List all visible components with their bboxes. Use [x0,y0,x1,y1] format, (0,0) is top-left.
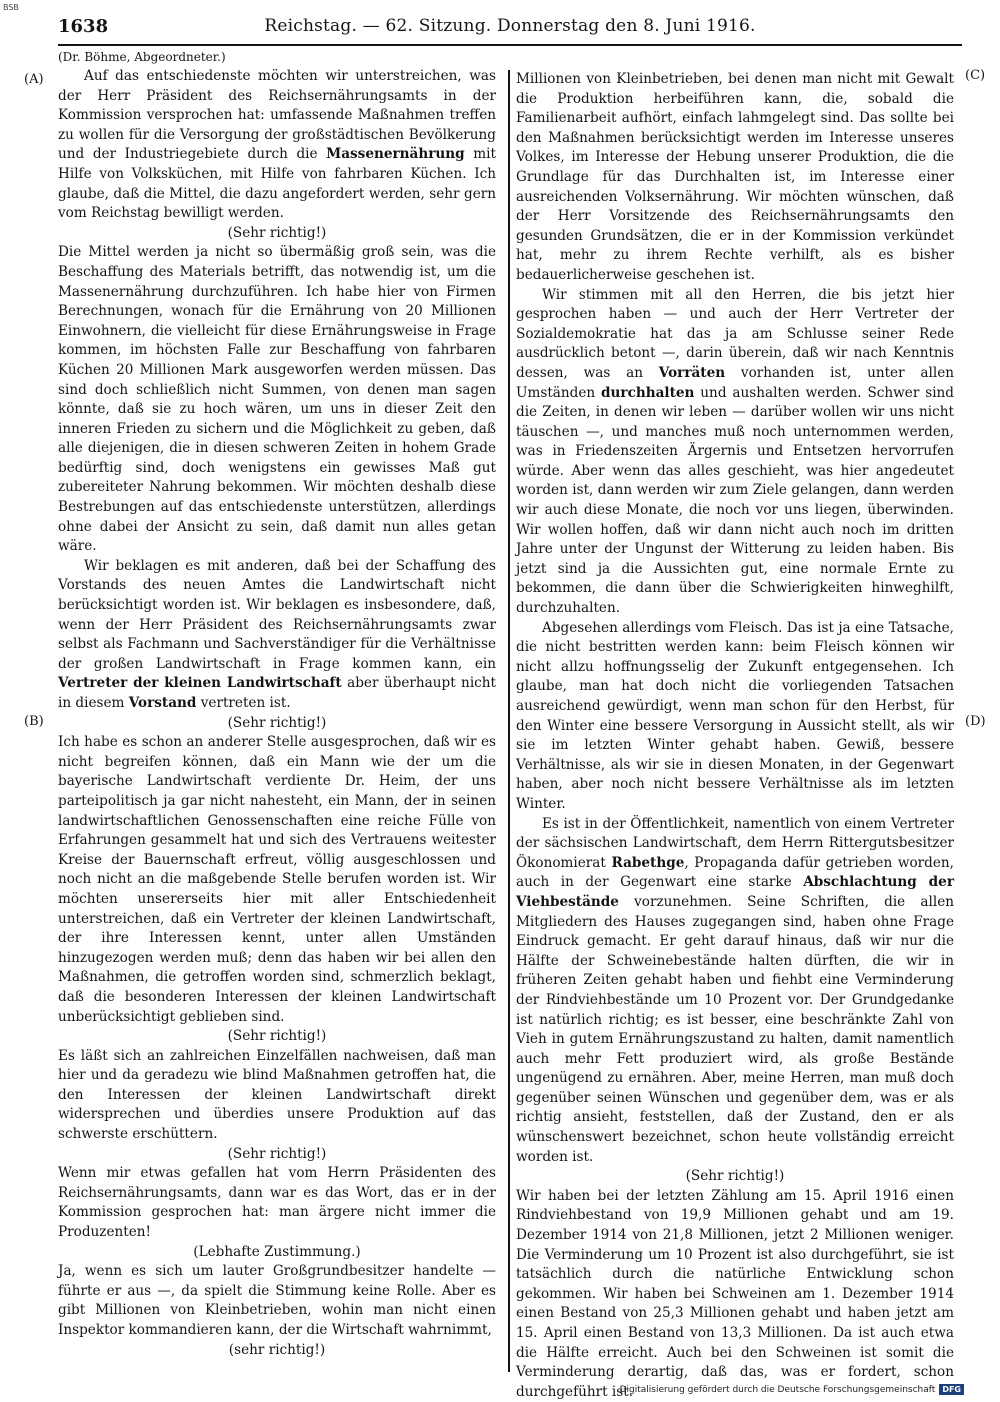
paragraph: Wenn mir etwas gefallen hat vom Herrn Präsidenten des Reichsernährungsamts, dann war es das Wort, das er in der Kommission gesprochen hat: man ärgere nicht immer die Produzenten! [58,1165,496,1241]
paragraph: Millionen von Kleinbetrieben, bei denen man nicht mit Gewalt die Produktion herbeiführen kann, die, sobald die Familienarbeit aufhört, einfach lahmgelegt sind. Das sollte bei den Maßnahmen berücksichtigt werden im Interesse unseres Volkes, im Interesse der Hebung unserer Produktion, die die Grundlage für das Durchhalten ist, im Interesse einer ausreichenden Volksernährung. Wir möchten wünschen, daß der Herr Vorsitzende des Reichsernährungsamts den gesunden Grundsätzen, die er in der Kommission verkündet hat, mehr zu ihrem Rechte verhilft, als es bisher bedauerlicherweise geschehen ist. [516,71,954,283]
watermark: BSB [3,3,19,12]
left-column [58,48,496,1360]
interjection: (Sehr richtig!) [227,1028,327,1045]
margin-marker-c: (C) [965,68,986,83]
paragraph: Abgesehen allerdings vom Fleisch. Das ist ja eine Tatsache, die nicht bestritten werden kann: beim Fleisch können wir nicht allzu hoffnungsselig der Zukunft entgegensehen. Ich glaube, man hat doch nicht die vorliegenden Tatsachen ausreichend gewürdigt, wenn man schon für den Herbst, für den Winter eine bessere Versorgung in Aussicht stellt, als wir sie im letzten Winter gehabt haben. Gewiß, bessere Verhältnisse, als wir sie in diesen Monaten, in der Gegenwart haben, aber noch nicht bessere Verhältnisse als im letzten Winter. [516,619,954,812]
interjection: (sehr richtig!) [228,1341,326,1358]
margin-marker-b: (B) [24,714,44,729]
emphasis: Massenernährung [326,146,465,163]
interjection: (Sehr richtig!) [227,1145,327,1162]
page-number: 1638 [58,16,109,37]
emphasis: Abschlachtung der Viehbestände [516,874,954,910]
paragraph: Wir haben bei der letzten Zählung am 15. April 1916 einen Rindviehbestand von 19,9 Millionen gehabt und am 19. Dezember 1914 von 21,8 Millionen, jetzt 2 Millionen weniger. Die Verminderung um 10 Prozent ist also durchgeführt, sie ist tatsächlich durch die natürliche Entwicklung schon gekommen. Wir haben bei Schweinen am 1. Dezember 1914 einen Bestand von 25,3 Millionen gehabt und haben jetzt am 15. April einen Bestand von 13,3 Millionen. Da ist auch etwa die Hälfte erreicht. Auch bei den Schweinen ist somit die Verminderung derartig, daß das, was er fordert, schon durchgeführt ist. [516,1187,954,1400]
emphasis: Rabethge [611,854,685,871]
interjection: (Sehr richtig!) [685,1168,785,1185]
margin-marker-d: (D) [965,714,986,729]
dfg-logo-icon: DFG [939,1384,964,1395]
page-title: Reichstag. — 62. Sitzung. Donnerstag den 8. Juni 1916. [264,16,756,36]
paragraph: Wir stimmen mit all den Herren, die bis jetzt hier gesprochen haben — und auch der Herr Vertreter der Sozialdemokratie hat das ja am Schlusse seiner Rede ausdrücklich betont —, darin überein, daß wir nach Kenntnis dessen, was an Vorräten vorhanden ist, unter allen Umständen durchhalten und aushalten werden. Schwer sind die Zeiten, in denen wir leben — darüber wollen wir uns nicht täuschen —, und manches muß noch unternommen werden, was in Friedenszeiten Ärgernis und Entsetzen hervorrufen würde. Aber wenn das alles geschieht, was hier angedeutet worden ist, dann werden wir zum Ziele gelangen, dann werden wir auch diese Monate, die noch vor uns liegen, überwinden. Wir wollen hoffen, daß wir dann nicht auch noch im dritten Jahre unter der Ungunst der Witterung zu leiden haben. Bis jetzt sind ja die Aussichten gut, eine normale Ernte zu bekommen, die dann über die Schwierigkeiten hinweghilft, durchzuhalten. [516,286,954,617]
paragraph: Die Mittel werden ja nicht so übermäßig groß sein, was die Beschaffung des Materials betrifft, das notwendig ist, um die Massenernährung durchzuführen. Ich habe hier von Firmen Berechnungen, wonach für die Ernährung von 20 Millionen Einwohnern, die vielleicht für diese Ernährungsweise in Frage kommen, im höchsten Falle zur Beschaffung von fahrbaren Küchen 20 Millionen Mark ausgeworfen werden müssen. Das sind doch schließlich nicht Summen, von denen man sagen könnte, daß sie zu hoch wären, um uns in dieser Zeit den inneren Frieden zu sichern und die Möglichkeit zu geben, daß alle diejenigen, die in diesen schweren Zeiten in hohem Grade bedürftig sind, doch wenigstens ein gewisses Maß gut zubereiteter Nahrung bekommen. Wir möchten deshalb diese Bestrebungen auf das entschiedenste unterstützen, allerdings ohne dabei der Ansicht zu sein, daß damit nun alles getan wäre. [58,244,496,555]
emphasis: durchhalten [601,384,695,401]
speaker-label: (Dr. Böhme, Abgeordneter.) [58,50,226,64]
footer-text: Digitalisierung gefördert durch die Deutsche Forschungsgemeinschaft [619,1384,936,1395]
footer-credit [620,1384,964,1395]
interjection: (Sehr richtig!) [227,224,327,241]
paragraph: Ja, wenn es sich um lauter Großgrundbesitzer handelte — führte er aus —, da spielt die Stimmung keine Rolle. Aber es gibt Millionen von Kleinbetrieben, wohin man nicht einen Inspektor kommandieren kann, der die Wirtschaft wahrnimmt, [58,1263,496,1338]
emphasis: Vorräten [658,364,726,381]
interjection: (Sehr richtig!) [227,714,327,731]
paragraph: Wir beklagen es mit anderen, daß bei der Schaffung des Vorstands des neuen Amtes die Landwirtschaft nicht berücksichtigt worden ist. Wir beklagen es insbesondere, daß, wenn der Herr Präsident des Reichsernährungsamts zwar selbst als Fachmann und Sachverständiger für die Verhältnisse der großen Landwirtschaft in Frage kommen kann, ein Vertreter der kleinen Landwirtschaft aber überhaupt nicht in diesem Vorstand vertreten ist. [58,557,496,711]
margin-marker-a: (A) [24,72,44,87]
paragraph: Auf das entschiedenste möchten wir unterstreichen, was der Herr Präsident des Reichsernährungsamts in der Kommission versprochen hat: umfassende Maßnahmen treffen zu wollen für die Versorgung der großstädtischen Bevölkerung und der Industriegebiete durch die Massenernährung mit Hilfe von Volksküchen, mit Hilfe von fahrbaren Küchen. Ich glaube, daß die Mittel, die dazu angefordert werden, sehr gern vom Reichstag bewilligt werden. [58,68,496,222]
column-divider [508,70,510,1372]
right-column [516,70,954,1402]
paragraph: Ich habe es schon an anderer Stelle ausgesprochen, daß wir es nicht begreifen können, daß ein Mann wie der um die bayerische Landwirtschaft verdiente Dr. Heim, der uns parteipolitisch ja gar nicht nahesteht, ein Mann, der in seinen landwirtschaftlichen Genossenschaften eine reiche Fülle von Erfahrungen gesammelt hat und sich des Vertrauens weitester Kreise der Bauernschaft erfreut, völlig ausgeschlossen und noch nicht an die maßgebende Stelle berufen worden ist. Wir möchten unsererseits hier mit aller Entschiedenheit unterstreichen, daß ein Vertreter der kleinen Landwirtschaft, der ihre Interessen kennt, unter allen Umständen hinzugezogen werden muß; denn das haben wir bei allen den Maßnahmen, die getroffen worden sind, schmerzlich beklagt, daß die besonderen Interessen der kleinen Landwirtschaft unberücksichtigt geblieben sind. [58,734,496,1025]
interjection: (Lebhafte Zustimmung.) [193,1243,361,1260]
paragraph: Es ist in der Öffentlichkeit, namentlich von einem Vertreter der sächsischen Landwirtschaft, dem Herrn Rittergutsbesitzer Ökonomierat Rabethge, Propaganda dafür getrieben worden, auch in der Gegenwart eine starke Abschlachtung der Viehbestände vorzunehmen. Seine Schriften, die allen Mitgliedern des Hauses zugegangen sind, haben ohne Frage Eindruck gemacht. Er geht darauf hinaus, daß wir nur die Hälfte der Schweinebestände halten dürften, die wir in früheren Zeiten gehabt haben und fiehbt eine Verminderung der Rindviehbestände um 10 Prozent vor. Der Grundgedanke ist natürlich richtig; es ist besser, eine beschränkte Zahl von Vieh in gutem Ernährungszustand zu halten, damit namentlich auch mehr Fett produziert wird, als große Bestände ungenügend zu ernähren. Aber, meine Herren, man muß doch gegenüber seinen Wünschen und gegenüber dem, was er als richtig ansieht, feststellen, daß der Zustand, den er als wünschenswert bezeichnet, schon heute vollständig erreicht worden ist. [516,815,954,1165]
paragraph: Es läßt sich an zahlreichen Einzelfällen nachweisen, daß man hier und da geradezu wie blind Maßnahmen getroffen hat, die den Interessen der kleinen Landwirtschaft direkt widersprechen und überdies unsere Produktion auf das schwerste erschüttern. [58,1047,496,1143]
emphasis: Vertreter der kleinen Landwirtschaft [58,675,342,692]
page-header [58,14,962,44]
emphasis: Vorstand [128,695,197,711]
header-rule [58,44,962,46]
